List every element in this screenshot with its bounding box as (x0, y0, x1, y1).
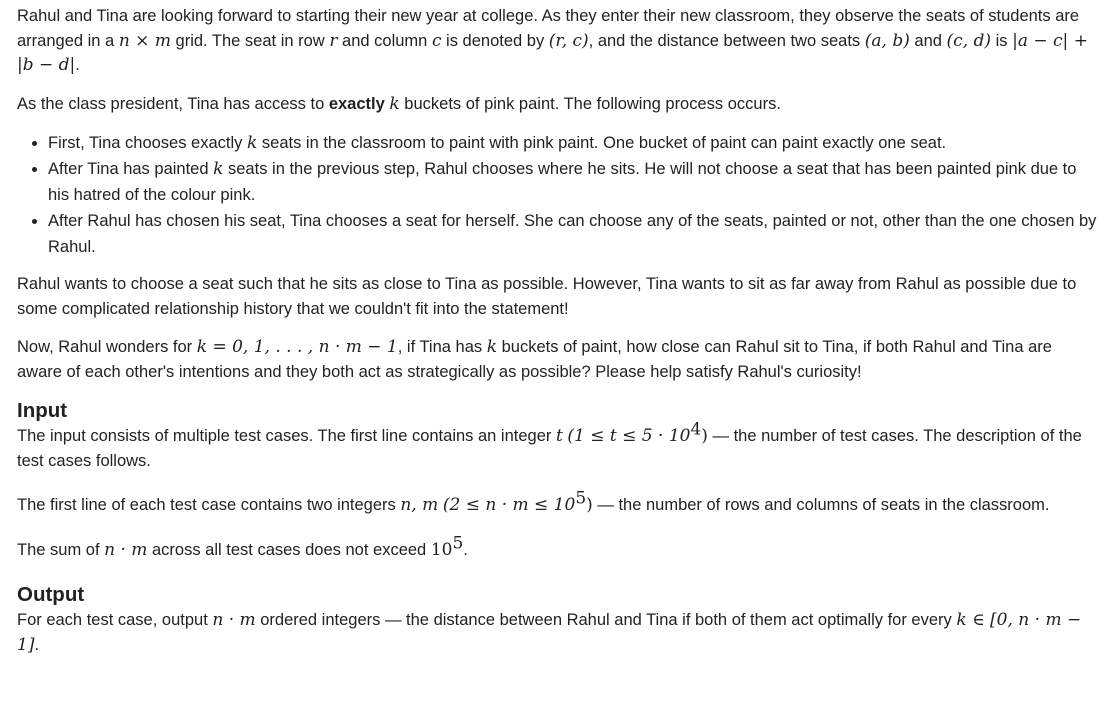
math-k-interval: k ∈ [0, n · m − 1] (17, 610, 1082, 655)
process-list (17, 130, 1099, 260)
output-paragraph (17, 608, 1099, 657)
math-k: k (486, 337, 498, 357)
math-seat-ab: (a, b) (864, 30, 910, 51)
math-k: k (247, 133, 258, 153)
math-k-range: k = 0, 1, . . . , n · m − 1 (196, 337, 398, 357)
math-c: c (431, 30, 442, 51)
input-paragraph-3 (17, 533, 1099, 563)
text: The input consists of multiple test cases. The first line contains an integer (17, 427, 556, 445)
text: First, Tina chooses exactly (48, 134, 247, 152)
text: After Tina has painted (48, 160, 214, 178)
list-item (48, 130, 1099, 156)
math-seat-cd: (c, d) (946, 30, 992, 51)
math-distance: |a − c| + |b − d| (17, 30, 1088, 75)
math-paren: ) (701, 426, 708, 446)
text: is denoted by (441, 31, 549, 50)
text: The first line of each test case contains two integers (17, 496, 401, 514)
text: The sum of (17, 540, 105, 559)
section-title: Output (17, 583, 85, 606)
math-constraint: (2 ≤ n · m ≤ 10 (442, 495, 576, 515)
text: seats in the classroom to paint with pink paint. One bucket of paint can paint exactly one seat. (257, 134, 947, 152)
input-paragraph-2 (17, 488, 1099, 518)
text: Now, Rahul wonders for (17, 338, 197, 356)
output-section (17, 582, 1099, 657)
list-item (48, 208, 1099, 260)
text: Rahul and Tina are looking forward to starting their new year at college. As they enter their new classroom, they observe the seats of students are arranged in a (17, 7, 1080, 50)
text: and column (337, 31, 432, 50)
section-title: Input (17, 399, 68, 422)
text: ordered integers — the distance between Rahul and Tina if both of them act optimally for every (255, 611, 957, 629)
list-item (48, 156, 1099, 208)
text: . (75, 56, 80, 74)
text: . (463, 540, 468, 559)
text: After Rahul has chosen his seat, Tina chooses a seat for herself. She can choose any of the seats, painted or not, other than the one chosen by Rahul. (48, 212, 1097, 256)
text: — the number of rows and columns of seats in the classroom. (592, 496, 1050, 514)
math-paren: ) (586, 495, 593, 515)
text: As the class president, Tina has access to (17, 94, 329, 113)
text: — the number of test cases. The description of the test cases follows. (17, 427, 1082, 470)
text: seats in the previous step, Rahul chooses where he sits. He will not choose a seat that has been painted pink due to his hatred of the colour pink. (48, 160, 1077, 204)
input-paragraph-1 (17, 419, 1099, 473)
math-seat-rc: (r, c) (548, 30, 589, 51)
text: , if Tina has (397, 338, 487, 356)
text: , and the distance between two seats (588, 31, 865, 50)
text: buckets of pink paint. The following process occurs. (399, 94, 781, 113)
text: For each test case, output (17, 611, 213, 629)
math-constraint: (1 ≤ t ≤ 5 · 10 (567, 426, 691, 446)
question-paragraph (17, 335, 1099, 384)
text: across all test cases does not exceed (147, 540, 431, 559)
math-exponent: 4 (690, 419, 702, 440)
text: and (909, 31, 947, 50)
text: grid. The seat in row (170, 31, 330, 50)
math-k: k (213, 159, 224, 179)
goal-paragraph: Rahul wants to choose a seat such that he sits as close to Tina as possible. However, Tina wants to sit as far away from Rahul as possible due to some complicated relationship history that we couldn't fit into the statement! (17, 275, 1077, 318)
math-nm: n · m (212, 610, 256, 630)
bold-text: exactly (328, 94, 385, 113)
math-exponent: 5 (575, 488, 587, 509)
math-k: k (389, 93, 400, 114)
math-nm: n, m (400, 495, 439, 515)
math-r: r (329, 30, 338, 51)
math-exponent: 5 (452, 533, 464, 553)
math-t: t (555, 426, 563, 446)
math-nm: n · m (104, 539, 148, 560)
text: buckets of paint, how close can Rahul sit to Tina, if both Rahul and Tina are aware of each other's intentions and they both act as strategically as possible? Please help satisfy Rahul's curiosity! (17, 338, 1052, 381)
text: . (34, 635, 40, 654)
text: is (991, 31, 1013, 50)
math-grid-size: n × m (118, 30, 171, 51)
paint-paragraph (17, 92, 1099, 117)
math-ten: 10 (430, 539, 453, 560)
intro-paragraph (17, 4, 1099, 78)
input-section (17, 398, 1099, 562)
